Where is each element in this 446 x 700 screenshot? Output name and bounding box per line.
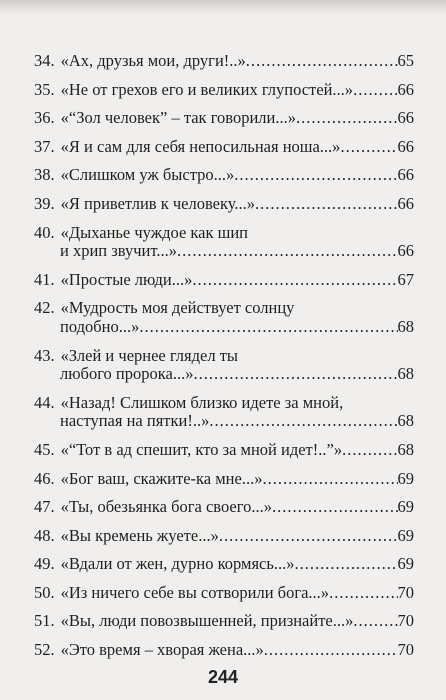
toc-entry: [34, 527, 414, 546]
entry-number: 38.: [34, 165, 55, 185]
entry-number: 47.: [34, 497, 55, 517]
entry-page: 66: [397, 108, 414, 128]
entry-title: «Это время – хворая жена...»: [60, 640, 264, 660]
dot-leader: [264, 641, 398, 660]
toc-entry: [34, 641, 414, 660]
dot-leader: [209, 412, 397, 431]
entry-page: 66: [397, 165, 414, 185]
entry-number: 34.: [34, 51, 55, 70]
entry-title: «Слишком уж быстро...»: [60, 165, 235, 185]
entry-page: 70: [397, 611, 414, 631]
dot-leader: [353, 81, 397, 100]
entry-title: «Я приветлив к человеку...»: [60, 193, 255, 213]
page-top-shadow: [0, 0, 446, 14]
toc-entry: [34, 498, 414, 517]
dot-leader: [255, 195, 398, 214]
dot-leader: [246, 52, 398, 71]
toc-entry: [34, 347, 414, 384]
toc-entry: [34, 612, 414, 631]
dot-leader: [139, 318, 397, 337]
entry-page: 69: [397, 497, 414, 517]
entry-page: 66: [397, 136, 414, 156]
entry-title: «Назад! Слишком близко идете за мной,: [60, 392, 344, 412]
dot-leader: [272, 498, 398, 517]
toc-entry: [34, 584, 414, 603]
dot-leader: [340, 138, 397, 157]
dot-leader: [219, 527, 398, 546]
toc-entry: [34, 394, 414, 431]
entry-page: 65: [397, 51, 414, 70]
entry-page: 70: [397, 640, 414, 660]
entry-number: 50.: [34, 582, 55, 602]
entry-page: 66: [397, 79, 414, 99]
page-number: 244: [207, 667, 239, 687]
table-of-contents: [34, 52, 414, 670]
toc-entry: [34, 166, 414, 185]
entry-page: 66: [397, 193, 414, 213]
entry-title: «Вы кремень жуете...»: [60, 525, 219, 545]
dot-leader: [295, 555, 398, 574]
entry-title: «Злей и чернее глядел ты: [60, 345, 238, 365]
entry-title: «Вы, люди повозвышенней, признайте...»: [60, 611, 354, 631]
entry-page: 66: [397, 241, 414, 261]
toc-entry: [34, 470, 414, 489]
entry-page: 68: [397, 316, 414, 336]
entry-page: 68: [397, 411, 414, 431]
entry-title: «Дыханье чуждое как шип: [60, 222, 248, 242]
entry-page: 68: [397, 439, 414, 459]
dot-leader: [296, 109, 398, 128]
entry-title: «Из ничего себе вы сотворили бога...»: [60, 582, 330, 602]
entry-number: 36.: [34, 108, 55, 128]
dot-leader: [234, 166, 397, 185]
entry-page: 69: [397, 525, 414, 545]
entry-title: «Не от грехов его и великих глупостей...»: [60, 79, 354, 99]
entry-number: 46.: [34, 468, 55, 488]
entry-title: «Я и сам для себя непосильная ноша...»: [60, 136, 341, 156]
dot-leader: [329, 584, 397, 603]
toc-entry: [34, 138, 414, 157]
entry-number: 48.: [34, 525, 55, 545]
dot-leader: [342, 441, 397, 460]
entry-number: 37.: [34, 136, 55, 156]
dot-leader: [192, 271, 397, 290]
entry-number: 52.: [34, 640, 55, 660]
toc-entry: [34, 52, 414, 71]
dot-leader: [353, 612, 397, 631]
toc-entry: [34, 441, 414, 460]
entry-number: 49.: [34, 554, 55, 574]
toc-entry: [34, 555, 414, 574]
entry-title: подобно...»: [60, 316, 140, 336]
toc-entry: [34, 271, 414, 290]
toc-entry: [34, 109, 414, 128]
entry-page: 67: [397, 269, 414, 289]
entry-number: 41.: [34, 269, 55, 289]
entry-title: любого пророка...»: [60, 364, 194, 384]
entry-number: 35.: [34, 79, 55, 99]
entry-page: 69: [397, 554, 414, 574]
entry-number: 39.: [34, 193, 55, 213]
entry-title: «“Тот в ад спешит, кто за мной идет!..”»: [60, 439, 343, 459]
entry-title: «Мудрость моя действует солнцу: [60, 298, 295, 318]
entry-number: 42.: [34, 298, 55, 318]
entry-title: «“Зол человек” – так говорили...»: [60, 108, 296, 128]
entry-page: 70: [397, 582, 414, 602]
entry-title: «Вдали от жен, дурно кормясь...»: [60, 554, 295, 574]
toc-entry: [34, 299, 414, 336]
entry-page: 69: [397, 468, 414, 488]
dot-leader: [177, 242, 398, 261]
dot-leader: [262, 470, 397, 489]
entry-number: 45.: [34, 439, 55, 459]
entry-number: 44.: [34, 392, 55, 412]
entry-title: «Простые люди...»: [60, 269, 193, 289]
dot-leader: [193, 365, 397, 384]
toc-entry: [34, 81, 414, 100]
entry-number: 51.: [34, 611, 55, 631]
entry-title: наступая на пятки!..»: [60, 411, 210, 431]
entry-title: «Ах, друзья мои, други!..»: [60, 51, 246, 70]
entry-title: «Бог ваш, скажите-ка мне...»: [60, 468, 263, 488]
toc-entry: [34, 195, 414, 214]
toc-entry: [34, 224, 414, 261]
entry-page: 68: [397, 364, 414, 384]
entry-title: и хрип звучит...»: [60, 241, 177, 261]
entry-title: «Ты, обезьянка бога своего...»: [60, 497, 272, 517]
entry-number: 40.: [34, 222, 55, 242]
entry-number: 43.: [34, 345, 55, 365]
